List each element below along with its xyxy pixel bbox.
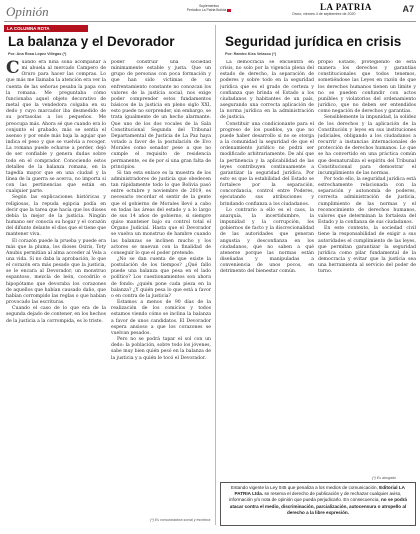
right-article-paragraph: La democracia se encuentra en crisis, no solo por la vigencia plena del estado de derecho, la separación de poderes y sobre todo en la seguridad jurídica que es el grado de certeza y confianza que brinda el Estado a los ciudadanos y habitantes de un país, asegurando una correcta aplicación de la norma jurídica en la administración de justicia. xyxy=(220,60,314,121)
page-number: A7 xyxy=(402,4,414,14)
left-article-paragraph: Cuando era niña solía acompañar a mi abuela al mercado Campero de Oruro para hacer las compras. Lo que más me llamaba la atención era ver la cuenta de las señoras pesaba la papa con la romana. Me preguntaba cómo funcionaba aquel objeto decorativo de metal que la vendedora colgaba en su dedo y cuyo marcador iba desmedido de su portasolas a los pequeños. Me preocupa más. Ahora sé que cuando era lo conjunto el grabado, más se sentía el asenso y por ende más baja la agujar que indica el peso y que se vuelvía a recoger. La romana puede echarse a perder, dejó de ser confiable y genera dudas sobre todo en el comprador. Conociendo estos detalles de la balanza romana, en la tagedía mayor que en una ciudad y la línea de la guerra se acerca, no importa si con las pertinencias que están en cualquier parte. xyxy=(6,60,106,195)
notice-publisher: Editorial LA PATRIA Ltda. xyxy=(234,485,405,497)
left-article-byline: Por: Ana Rosa López Villegas (*) xyxy=(8,52,67,56)
right-article-paragraph: Sensiblemente la impunidad, la solidez de los derechos y la aplicación de la Constitución y leyes en sus instituciones judiciales, obligando a los ciudadanos a recurrir a instancias internacionales de protección de derechos humanos. Lo que se ha convertido en una práctica común que desnaturaliza el espíritu del Tribunal Constitucional para demostrar el incumplimiento de las normas. xyxy=(318,115,416,176)
left-article-paragraph: ¿No se dan cuenta de que existe la postulación de los tiempos? ¿Qué fallo puede una balanza que pesa en el lado político? Los cuestionamientos son ahora de fondo: ¿quién pone cada pieza en la balanza? ¿Y quién pesa lo que está a favor o en contra de la justicia? xyxy=(111,257,211,299)
left-article-paragraph: Estamos a menos de 90 días de la realización de los comicios y todos estamos viendo cómo se inclina la balanza a favor de unos candidatos. El Devorador espera ansioso a que los corazones se vuelvan pesados. xyxy=(111,300,211,336)
right-article-paragraph: Constituir una condicionante para el progreso de los pueblos, ya que no puede haber desarrollo si no se otorga a la comunidad la seguridad de que el ordenamiento jurídico no podrá ser modificado arbitrariamente. De ahí que la pertinencia y la aplicabilidad de las leyes contribuyen continuamente a garantizar la seguridad jurídica. Por esto es que la estabilidad del Estado se fortalece por la separación, concordancia, control entre Poderes, ejecutando sus atribuciones y brindando confianza a los ciudadanos. xyxy=(220,121,314,207)
left-article-paragraph: Cuando el caso de lo que era de la segunda dejado de contener, en los hechos de la justicia a la corrompida, es lo triste. xyxy=(6,306,106,324)
drop-cap: C xyxy=(6,60,20,78)
left-article-paragraph: Pero no se podrá tapar el sol con un dedo: la población, sobre todo los jóvenes, sabe muy bien quién pesó en la balanza de la justicia y a quién le tocó el Devorador. xyxy=(111,337,211,361)
left-article-credit: (*) Es comunicadora social y escritora xyxy=(150,518,211,522)
header-center-info xyxy=(178,4,240,12)
right-article-paragraph: propio Estado, protegiendo de esta manera los derechos y garantías constitucionales que todos tenemos, sometiéndose las Leyes en razón de que los derechos humanos tienen un límite y no se pueden confundir con actos punibles y violatorios del ordenamiento jurídico, que no deben ser entendidos como negación de derechos y garantías. xyxy=(318,60,416,115)
left-article-paragraph: Según las explicaciones históricas y religiosas, la repuda egipcia podía en decir que la tarea que hacía que los dioses debía la mejor de la justicia. Ningún humano ser conocía su hogar y el corazón del difunto delante el dios que el tiene que mantener viva. xyxy=(6,195,106,238)
right-article-credit: (*) Es abogado xyxy=(372,476,396,480)
right-article-column-1 xyxy=(220,60,314,472)
section-label: Opinión xyxy=(6,4,49,19)
notice-text: se reserva el derecho de publicación y de rechazar cualquier aviso, información y/o nota de opinión que pueda perjudicarlo. En consecuencia, xyxy=(228,491,402,503)
left-article-column-1 xyxy=(6,60,106,526)
notice-text: Estando vigente la Ley 045 que penaliza a los medios de comunicación, xyxy=(231,485,378,490)
notice-warning: no se podrá atacar contra el medio, discriminación, parcialización, autocensura o atropello al derecho a la libre expresión. xyxy=(229,497,407,515)
right-article-paragraph: Lo contrario a ello es el caos, la anarquía, la incertidumbre, la impunidad y la corrupción, los gobiernos de facto y la discrecionalidad de las autoridades que generan angustia y desconfianza en los ciudadanos, que no saben a qué atenerse porque las normas están diseñadas y manipuladas a conveniencia de unos pocos, en detrimento del bienestar común. xyxy=(220,207,314,275)
left-article-paragraph: El corazón puede la prueba y puede era más que la pluma, los dioses Osiris, Toty Anubis permitían al alma acceder al Vela a una vida. Si no daba la aprobación, lo que el corazón era más pesado que la justicia, se le encara al Devorador, un monstruo espantoso, mezcla de león, cocodrilo e hipopótamo que devoraba los corazones de aquellos que habían causado daño, que habían corrompido las reglas o que habían provocado las escrituras. xyxy=(6,238,106,306)
left-article-paragraph: Si tan esta enlace es la muestra de los administradores de justicia que obedecen tan rápidamente todo lo que Bolivia pasó entre octubre y noviembre de 2019, es necesario recordar el sentir de la gente que el gobierno de Morales llevó a cabo en todas las áreas del estado y a lo largo de sus 14 años de gobierno, si siempre quiso mantener bajo su control total el Órgano Judicial. Hasta que el Devorador se vuelva un monstruo de hambre cuando las balanzas se inclinen mucho y los actores se muevan con la finalidad de conseguir lo que el poder pretende. xyxy=(111,170,211,256)
header-center-line2: Periódico La Patria Bolivia xyxy=(178,8,240,12)
flag-icon xyxy=(227,9,231,12)
right-article-byline: Por: Ramiro Kiss Velasco (*) xyxy=(225,52,277,56)
left-article-paragraph: poder construir una sociedad mínimamente estable y justa. Que un grupo de personas con poca formación y que han sido víctimas de un enfrentamiento constante no conozcan los valores de la justicia social, nos exige poder comprender estos fundamentos básicos de la justicia en pleno siglo XXI, esto puede no sorprender, sin embargo, se trata igualmente de un hecho alarmante. Que uno de los dos vocales de la Sala Constitucional Segunda del Tribunal Departamental de Justicia de La Paz haya votado a favor de la postulación de Evo Morales como senador pese a que no cumple el requisito de residencia permanente, es de por sí una gran falta de principios. xyxy=(111,60,211,170)
masthead: LA PATRIA xyxy=(320,2,372,12)
right-article-paragraph: Por todo ello, la seguridad jurídica está estrechamente relacionada con la separación y autonomía de poderes, correcta administración de justicia, cumplimiento de las normas y el reconocimiento de derechos humanos, valores que determinan la fortaleza del Estado y la confianza de sus ciudadanos. xyxy=(318,176,416,226)
legal-notice-box xyxy=(220,482,416,526)
right-article-column-2 xyxy=(318,60,416,472)
left-article-title: La balanza y el Devorador xyxy=(8,34,175,49)
column-kicker: LA COLUMNA ROTA xyxy=(4,25,88,32)
page-header xyxy=(0,0,420,22)
issue-date: Oruro, viernes 4 de septiembre de 2020 xyxy=(292,12,356,16)
header-divider xyxy=(4,21,416,22)
header-center-line1: Suplementos xyxy=(199,4,219,8)
column-divider xyxy=(215,25,216,525)
right-article-title: Seguridad jurídica en crisis xyxy=(225,34,402,49)
right-article-paragraph: En este contexto, la sociedad civil tiene la responsabilidad de exigir a sus autoridades el cumplimiento de las leyes, que permitan garantizar la seguridad jurídica como pilar fundamental de la democracia y evitar que la justicia sea una herramienta al servicio del poder de turno. xyxy=(318,226,416,275)
left-article-column-2 xyxy=(111,60,211,516)
